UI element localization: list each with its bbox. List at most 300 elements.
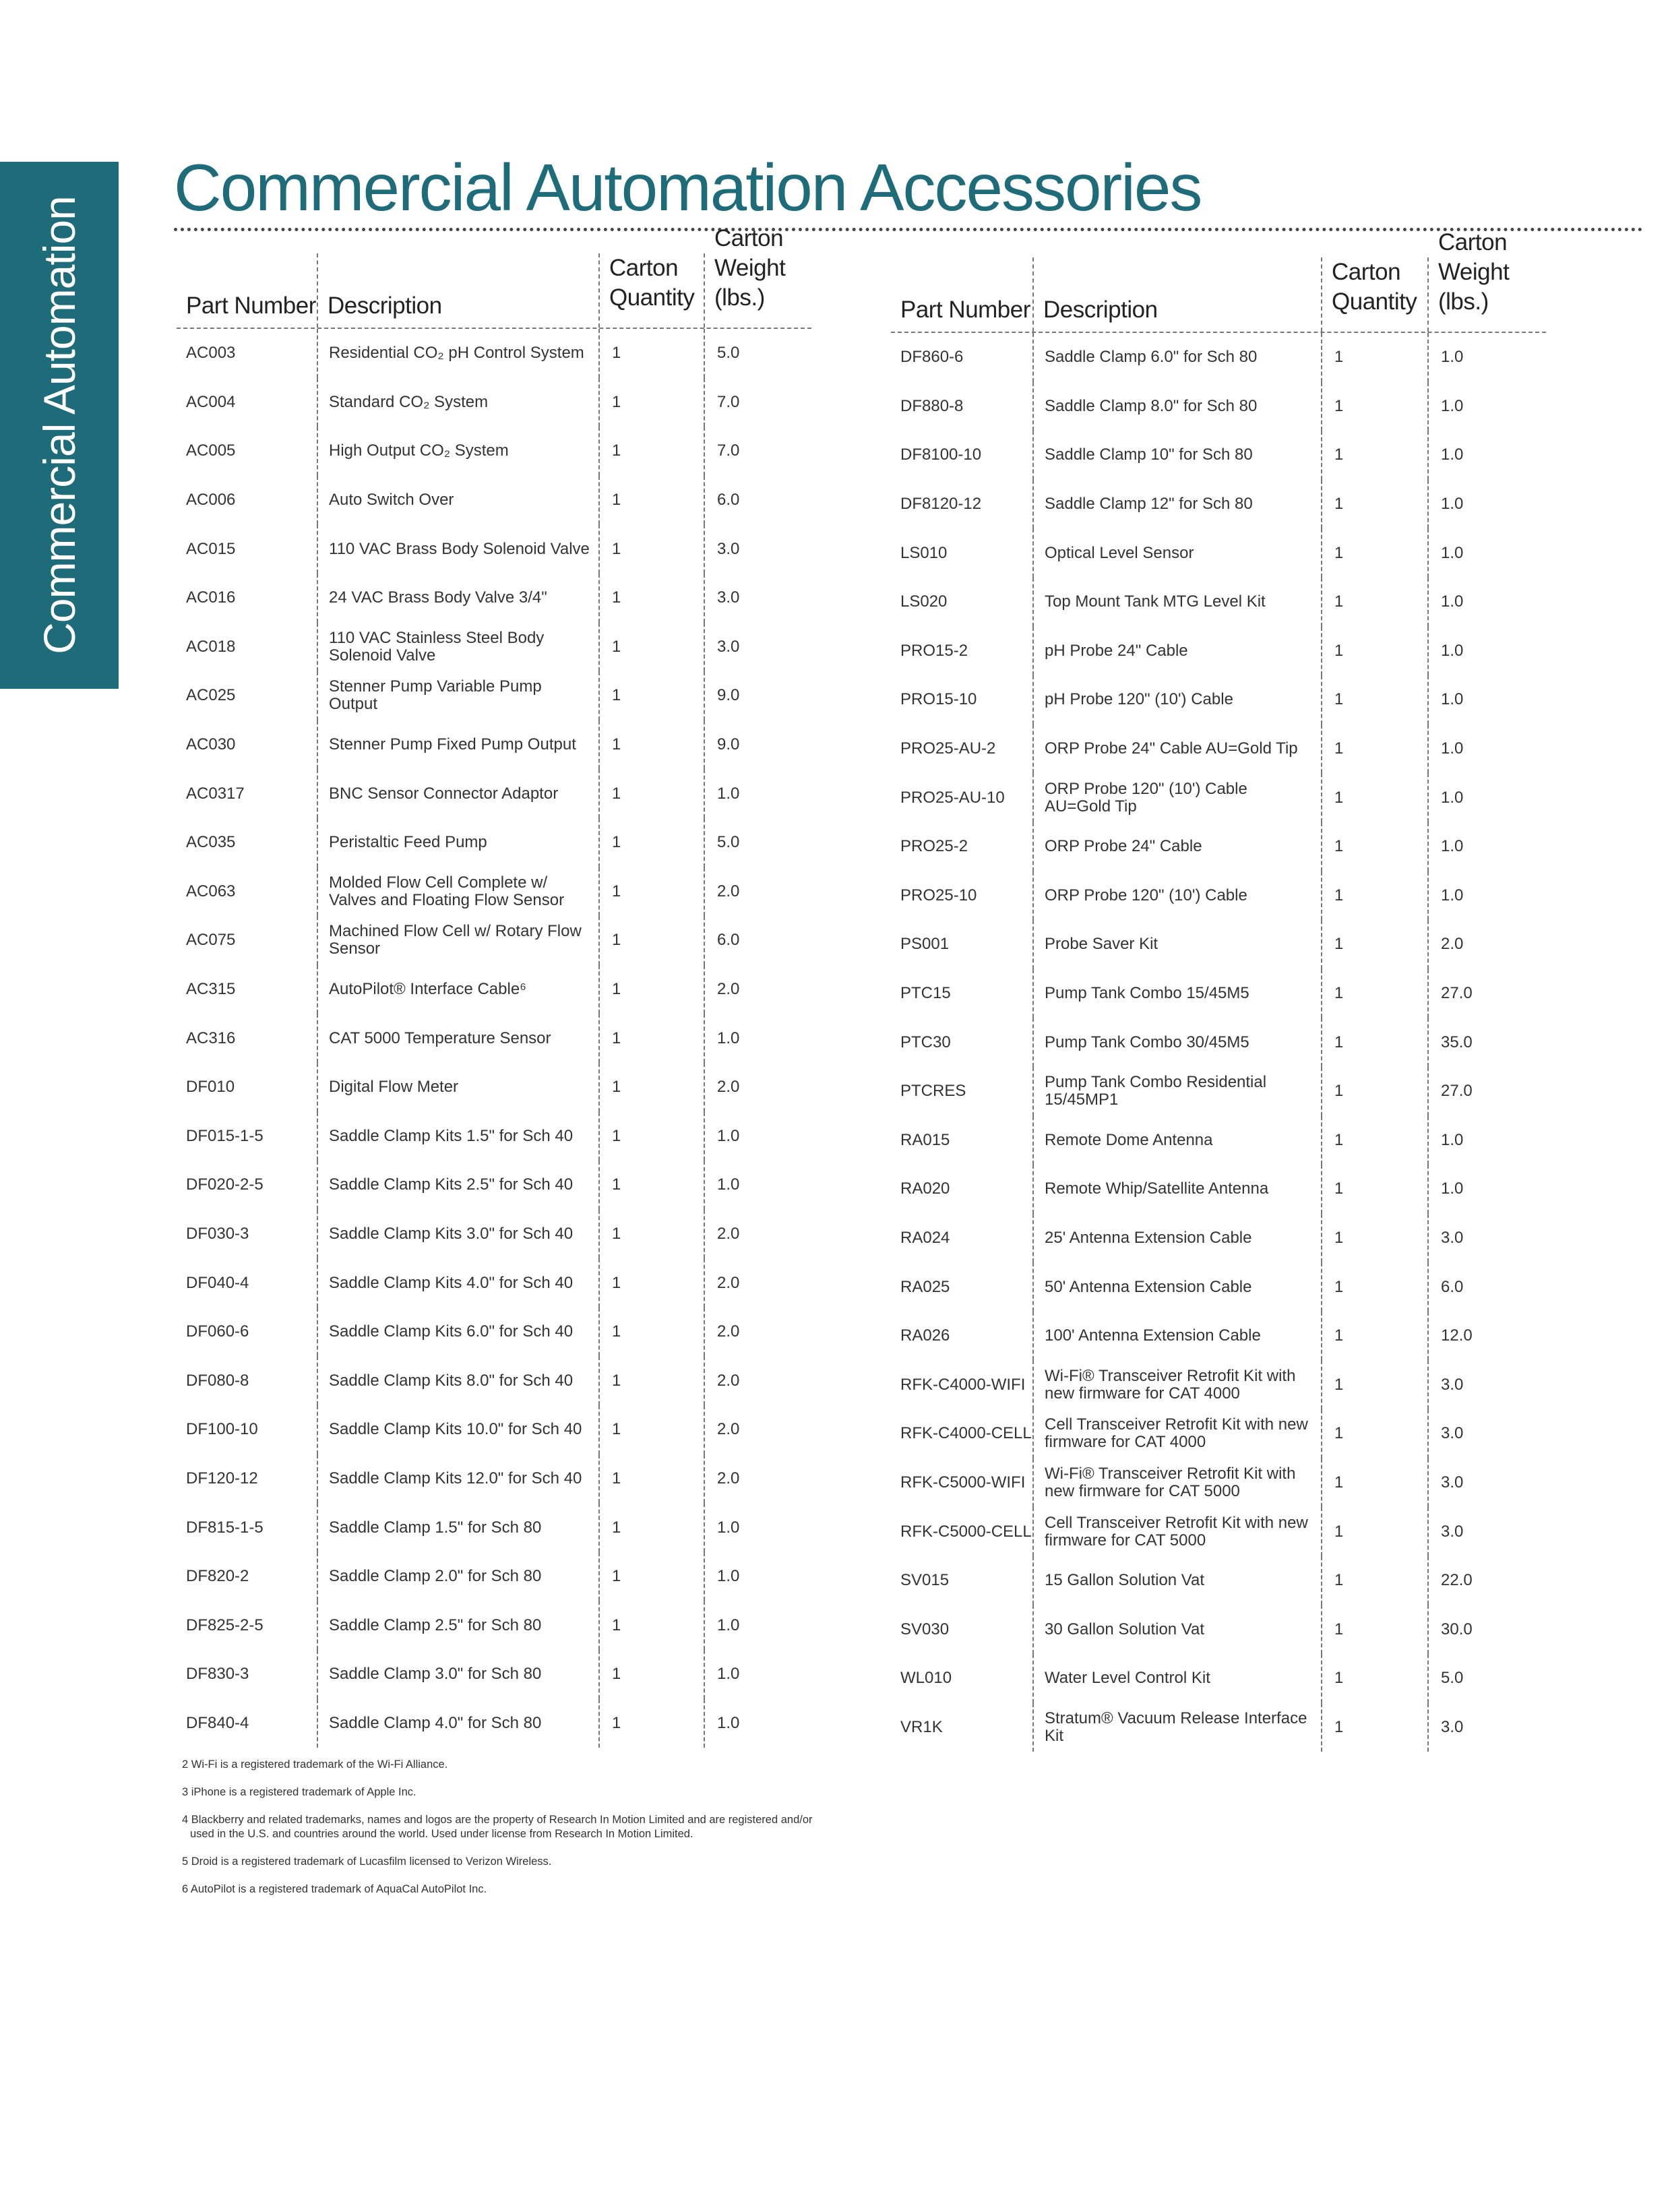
- table-row: [891, 725, 1546, 774]
- carton-quantity-cell: 1: [598, 1014, 704, 1063]
- carton-quantity-cell: 1: [598, 867, 704, 917]
- part-number-cell: AC316: [186, 1028, 236, 1047]
- carton-quantity-cell: 1: [1321, 1018, 1427, 1067]
- carton-weight-cell: 1.0: [1427, 382, 1546, 431]
- carton-weight-cell: 2.0: [704, 1454, 811, 1504]
- part-number-cell: RA024: [900, 1228, 950, 1247]
- section-tab-label: Commercial Automation: [34, 196, 85, 654]
- carton-quantity-cell: 1: [1321, 1556, 1427, 1605]
- part-number-cell: PRO25-AU-10: [900, 788, 1005, 807]
- part-number-cell: DF8120-12: [900, 495, 982, 514]
- description-cell: Machined Flow Cell w/ Rotary Flow Sensor: [317, 916, 598, 965]
- part-number-cell: RFK-C4000-WIFI: [900, 1375, 1026, 1394]
- header-description: Description: [317, 253, 598, 328]
- description-cell: Peristaltic Feed Pump: [317, 818, 598, 867]
- table-row: [891, 382, 1546, 431]
- carton-quantity-cell: 1: [598, 524, 704, 574]
- description-cell: Water Level Control Kit: [1032, 1654, 1321, 1703]
- table-row: [177, 1258, 811, 1308]
- carton-weight-cell: 1.0: [1427, 822, 1546, 871]
- description-cell: pH Probe 24" Cable: [1032, 627, 1321, 676]
- carton-quantity-cell: 1: [1321, 822, 1427, 871]
- part-number-cell: LS020: [900, 592, 948, 611]
- part-number-cell: AC003: [186, 344, 236, 363]
- carton-quantity-cell: 1: [1321, 528, 1427, 578]
- part-number-cell: RA015: [900, 1130, 950, 1149]
- carton-weight-cell: 1.0: [1427, 627, 1546, 676]
- description-cell: Saddle Clamp 3.0" for Sch 80: [317, 1650, 598, 1699]
- carton-weight-cell: 1.0: [1427, 725, 1546, 774]
- part-number-cell: SV030: [900, 1620, 950, 1638]
- part-number-cell: PTCRES: [900, 1082, 966, 1101]
- table-row: [177, 818, 811, 867]
- footnotes: [182, 1758, 923, 1910]
- title-divider: [174, 228, 1643, 231]
- carton-weight-cell: 2.0: [704, 1356, 811, 1405]
- table-row: [891, 333, 1546, 382]
- carton-quantity-cell: 1: [1321, 1409, 1427, 1458]
- carton-weight-cell: 2.0: [704, 965, 811, 1014]
- part-number-cell: PRO25-2: [900, 837, 968, 856]
- description-cell: Remote Dome Antenna: [1032, 1116, 1321, 1165]
- carton-weight-cell: 1.0: [1427, 480, 1546, 529]
- description-cell: Saddle Clamp Kits 3.0" for Sch 40: [317, 1210, 598, 1259]
- carton-quantity-cell: 1: [1321, 1360, 1427, 1409]
- header-carton-quantity: Carton Quantity: [598, 253, 704, 328]
- part-number-cell: PS001: [900, 935, 950, 954]
- part-number-cell: PRO15-2: [900, 641, 968, 660]
- carton-quantity-cell: 1: [598, 1063, 704, 1112]
- description-cell: ORP Probe 24" Cable AU=Gold Tip: [1032, 725, 1321, 774]
- table-row: [177, 623, 811, 672]
- table-row: [891, 675, 1546, 725]
- table-row: [177, 1650, 811, 1699]
- carton-quantity-cell: 1: [1321, 725, 1427, 774]
- table-row: [177, 1699, 811, 1748]
- description-cell: ORP Probe 120" (10') Cable: [1032, 871, 1321, 921]
- part-number-cell: PRO25-10: [900, 886, 977, 904]
- table-row: [177, 1503, 811, 1552]
- table-row: [891, 1654, 1546, 1703]
- table-row: [177, 671, 811, 720]
- table-row: [891, 1116, 1546, 1165]
- carton-quantity-cell: 1: [1321, 920, 1427, 969]
- description-cell: Optical Level Sensor: [1032, 528, 1321, 578]
- table-row: [891, 1409, 1546, 1458]
- table-header: [177, 225, 811, 329]
- part-number-cell: PTC15: [900, 984, 951, 1003]
- description-cell: Saddle Clamp Kits 1.5" for Sch 40: [317, 1112, 598, 1161]
- carton-quantity-cell: 1: [598, 671, 704, 720]
- table-row: [177, 1210, 811, 1259]
- description-cell: 110 VAC Brass Body Solenoid Valve: [317, 524, 598, 574]
- table-body-left: [177, 329, 811, 1748]
- carton-weight-cell: 3.0: [1427, 1214, 1546, 1263]
- carton-weight-cell: 30.0: [1427, 1605, 1546, 1654]
- carton-quantity-cell: 1: [1321, 969, 1427, 1018]
- table-row: [177, 1454, 811, 1504]
- description-cell: Molded Flow Cell Complete w/ Valves and Floating Flow Sensor: [317, 867, 598, 917]
- description-cell: 50' Antenna Extension Cable: [1032, 1262, 1321, 1312]
- carton-quantity-cell: 1: [598, 427, 704, 476]
- table-row: [177, 476, 811, 525]
- table-row: [891, 528, 1546, 578]
- part-number-cell: AC015: [186, 539, 236, 558]
- carton-weight-cell: 9.0: [704, 671, 811, 720]
- table-row: [177, 1552, 811, 1601]
- carton-quantity-cell: 1: [1321, 1654, 1427, 1703]
- description-cell: Saddle Clamp Kits 8.0" for Sch 40: [317, 1356, 598, 1405]
- table-row: [177, 524, 811, 574]
- header-carton-quantity: Carton Quantity: [1321, 257, 1427, 332]
- carton-weight-cell: 2.0: [704, 1308, 811, 1357]
- part-number-cell: SV015: [900, 1571, 950, 1590]
- carton-weight-cell: 2.0: [704, 867, 811, 917]
- table-row: [891, 1360, 1546, 1409]
- part-number-cell: RFK-C4000-CELL: [900, 1424, 1032, 1443]
- carton-weight-cell: 1.0: [1427, 528, 1546, 578]
- carton-weight-cell: 3.0: [1427, 1409, 1546, 1458]
- carton-weight-cell: 3.0: [1427, 1703, 1546, 1752]
- carton-quantity-cell: 1: [598, 1650, 704, 1699]
- table-row: [177, 1405, 811, 1454]
- header-carton-weight: Carton Weight (lbs.): [1427, 257, 1546, 332]
- table-row: [177, 1161, 811, 1210]
- carton-quantity-cell: 1: [598, 916, 704, 965]
- carton-quantity-cell: 1: [1321, 1116, 1427, 1165]
- table-row: [891, 1067, 1546, 1116]
- description-cell: 24 VAC Brass Body Valve 3/4": [317, 574, 598, 623]
- table-header: [891, 229, 1546, 333]
- carton-weight-cell: 5.0: [1427, 1654, 1546, 1703]
- description-cell: Pump Tank Combo 15/45M5: [1032, 969, 1321, 1018]
- description-cell: Saddle Clamp 1.5" for Sch 80: [317, 1503, 598, 1552]
- carton-weight-cell: 27.0: [1427, 969, 1546, 1018]
- description-cell: 110 VAC Stainless Steel Body Solenoid Valve: [317, 623, 598, 672]
- carton-quantity-cell: 1: [1321, 773, 1427, 822]
- part-number-cell: AC075: [186, 931, 236, 950]
- carton-weight-cell: 6.0: [704, 916, 811, 965]
- part-number-cell: DF015-1-5: [186, 1126, 264, 1145]
- part-number-cell: AC315: [186, 980, 236, 999]
- part-number-cell: DF820-2: [186, 1567, 249, 1586]
- table-row: [891, 1214, 1546, 1263]
- carton-weight-cell: 6.0: [1427, 1262, 1546, 1312]
- carton-quantity-cell: 1: [1321, 1312, 1427, 1361]
- table-row: [891, 920, 1546, 969]
- part-number-cell: RA025: [900, 1277, 950, 1296]
- part-number-cell: DF080-8: [186, 1371, 249, 1390]
- table-row: [177, 720, 811, 770]
- table-row: [891, 627, 1546, 676]
- carton-quantity-cell: 1: [1321, 1262, 1427, 1312]
- carton-weight-cell: 1.0: [704, 769, 811, 818]
- table-row: [891, 1605, 1546, 1654]
- part-number-cell: DF8100-10: [900, 446, 982, 464]
- description-cell: CAT 5000 Temperature Sensor: [317, 1014, 598, 1063]
- table-row: [177, 769, 811, 818]
- footnote: 6 AutoPilot is a registered trademark of AquaCal AutoPilot Inc.: [182, 1883, 487, 1895]
- part-number-cell: WL010: [900, 1669, 952, 1688]
- carton-weight-cell: 7.0: [704, 427, 811, 476]
- carton-weight-cell: 1.0: [1427, 773, 1546, 822]
- table-row: [891, 1556, 1546, 1605]
- part-number-cell: DF040-4: [186, 1273, 249, 1292]
- part-number-cell: AC016: [186, 588, 236, 607]
- description-cell: 25' Antenna Extension Cable: [1032, 1214, 1321, 1263]
- header-part-number: Part Number: [186, 293, 316, 319]
- carton-weight-cell: 27.0: [1427, 1067, 1546, 1116]
- carton-weight-cell: 22.0: [1427, 1556, 1546, 1605]
- carton-quantity-cell: 1: [1321, 1605, 1427, 1654]
- part-number-cell: DF815-1-5: [186, 1518, 264, 1537]
- carton-quantity-cell: 1: [1321, 431, 1427, 480]
- carton-weight-cell: 1.0: [704, 1650, 811, 1699]
- description-cell: Remote Whip/Satellite Antenna: [1032, 1165, 1321, 1214]
- description-cell: Auto Switch Over: [317, 476, 598, 525]
- carton-quantity-cell: 1: [1321, 578, 1427, 627]
- part-number-cell: AC030: [186, 735, 236, 754]
- carton-quantity-cell: 1: [1321, 333, 1427, 382]
- description-cell: Stenner Pump Fixed Pump Output: [317, 720, 598, 770]
- description-cell: Digital Flow Meter: [317, 1063, 598, 1112]
- description-cell: Saddle Clamp Kits 2.5" for Sch 40: [317, 1161, 598, 1210]
- table-row: [177, 1308, 811, 1357]
- description-cell: Cell Transceiver Retrofit Kit with new firmware for CAT 4000: [1032, 1409, 1321, 1458]
- part-number-cell: AC006: [186, 491, 236, 510]
- parts-table-right: [891, 229, 1546, 1752]
- part-number-cell: VR1K: [900, 1717, 943, 1736]
- carton-quantity-cell: 1: [1321, 871, 1427, 921]
- carton-quantity-cell: 1: [598, 1454, 704, 1504]
- part-number-cell: DF120-12: [186, 1469, 258, 1487]
- carton-quantity-cell: 1: [598, 623, 704, 672]
- part-number-cell: DF840-4: [186, 1713, 249, 1732]
- description-cell: Saddle Clamp 8.0" for Sch 80: [1032, 382, 1321, 431]
- description-cell: Standard CO₂ System: [317, 378, 598, 427]
- description-cell: Wi-Fi® Transceiver Retrofit Kit with new firmware for CAT 4000: [1032, 1360, 1321, 1409]
- table-row: [891, 1458, 1546, 1508]
- carton-weight-cell: 1.0: [1427, 1116, 1546, 1165]
- part-number-cell: AC025: [186, 686, 236, 705]
- table-row: [891, 431, 1546, 480]
- part-number-cell: AC0317: [186, 784, 245, 803]
- header-description: Description: [1032, 257, 1321, 332]
- table-row: [891, 480, 1546, 529]
- carton-quantity-cell: 1: [598, 1699, 704, 1748]
- carton-weight-cell: 2.0: [704, 1063, 811, 1112]
- part-number-cell: AC005: [186, 441, 236, 460]
- carton-quantity-cell: 1: [598, 1552, 704, 1601]
- carton-weight-cell: 1.0: [704, 1552, 811, 1601]
- carton-quantity-cell: 1: [598, 720, 704, 770]
- carton-weight-cell: 7.0: [704, 378, 811, 427]
- table-row: [177, 1601, 811, 1650]
- part-number-cell: DF825-2-5: [186, 1616, 264, 1634]
- carton-weight-cell: 1.0: [1427, 675, 1546, 725]
- carton-weight-cell: 1.0: [704, 1699, 811, 1748]
- description-cell: Probe Saver Kit: [1032, 920, 1321, 969]
- carton-weight-cell: 6.0: [704, 476, 811, 525]
- carton-quantity-cell: 1: [598, 378, 704, 427]
- carton-weight-cell: 5.0: [704, 329, 811, 378]
- carton-weight-cell: 1.0: [704, 1161, 811, 1210]
- description-cell: 15 Gallon Solution Vat: [1032, 1556, 1321, 1605]
- table-row: [891, 822, 1546, 871]
- description-cell: Saddle Clamp 2.0" for Sch 80: [317, 1552, 598, 1601]
- carton-quantity-cell: 1: [598, 1161, 704, 1210]
- carton-weight-cell: 3.0: [1427, 1507, 1546, 1556]
- description-cell: AutoPilot® Interface Cable⁶: [317, 965, 598, 1014]
- carton-quantity-cell: 1: [1321, 1067, 1427, 1116]
- table-row: [177, 427, 811, 476]
- page-title: Commercial Automation Accessories: [174, 150, 1202, 224]
- table-row: [177, 1014, 811, 1063]
- header-carton-weight: Carton Weight (lbs.): [704, 253, 811, 328]
- part-number-cell: RA026: [900, 1326, 950, 1345]
- table-row: [891, 1507, 1546, 1556]
- part-number-cell: DF030-3: [186, 1224, 249, 1243]
- footnote: 2 Wi-Fi is a registered trademark of the Wi-Fi Alliance.: [182, 1758, 448, 1771]
- table-row: [177, 867, 811, 917]
- carton-weight-cell: 3.0: [1427, 1458, 1546, 1508]
- part-number-cell: AC004: [186, 392, 236, 411]
- table-row: [177, 574, 811, 623]
- part-number-cell: RFK-C5000-WIFI: [900, 1473, 1026, 1492]
- carton-weight-cell: 2.0: [704, 1405, 811, 1454]
- carton-weight-cell: 1.0: [1427, 333, 1546, 382]
- description-cell: Saddle Clamp Kits 12.0" for Sch 40: [317, 1454, 598, 1504]
- carton-quantity-cell: 1: [1321, 382, 1427, 431]
- carton-quantity-cell: 1: [598, 769, 704, 818]
- description-cell: Saddle Clamp Kits 6.0" for Sch 40: [317, 1308, 598, 1357]
- description-cell: Top Mount Tank MTG Level Kit: [1032, 578, 1321, 627]
- part-number-cell: RA020: [900, 1179, 950, 1198]
- part-number-cell: PRO15-10: [900, 690, 977, 709]
- table-row: [891, 1018, 1546, 1067]
- carton-weight-cell: 2.0: [704, 1258, 811, 1308]
- table-row: [891, 1262, 1546, 1312]
- table-row: [891, 1312, 1546, 1361]
- part-number-cell: DF100-10: [186, 1420, 258, 1439]
- carton-weight-cell: 35.0: [1427, 1018, 1546, 1067]
- description-cell: Saddle Clamp 10" for Sch 80: [1032, 431, 1321, 480]
- table-row: [891, 773, 1546, 822]
- carton-quantity-cell: 1: [1321, 1214, 1427, 1263]
- description-cell: Saddle Clamp Kits 10.0" for Sch 40: [317, 1405, 598, 1454]
- carton-weight-cell: 3.0: [1427, 1360, 1546, 1409]
- part-number-cell: PTC30: [900, 1033, 951, 1051]
- carton-weight-cell: 2.0: [1427, 920, 1546, 969]
- description-cell: Saddle Clamp 6.0" for Sch 80: [1032, 333, 1321, 382]
- carton-quantity-cell: 1: [1321, 627, 1427, 676]
- table-body-right: [891, 333, 1546, 1752]
- description-cell: pH Probe 120" (10') Cable: [1032, 675, 1321, 725]
- footnote: 4 Blackberry and related trademarks, names and logos are the property of Research In Motion Limited and are registered and/or used in the U.S. and countries around the world. Used under license from Research In Motion Limited.: [182, 1814, 813, 1840]
- description-cell: 100' Antenna Extension Cable: [1032, 1312, 1321, 1361]
- carton-weight-cell: 1.0: [704, 1601, 811, 1650]
- carton-weight-cell: 1.0: [1427, 871, 1546, 921]
- carton-quantity-cell: 1: [1321, 1165, 1427, 1214]
- description-cell: Saddle Clamp Kits 4.0" for Sch 40: [317, 1258, 598, 1308]
- carton-weight-cell: 3.0: [704, 524, 811, 574]
- carton-quantity-cell: 1: [598, 1503, 704, 1552]
- description-cell: Saddle Clamp 4.0" for Sch 80: [317, 1699, 598, 1748]
- part-number-cell: DF880-8: [900, 396, 964, 415]
- carton-weight-cell: 1.0: [1427, 578, 1546, 627]
- table-row: [891, 1165, 1546, 1214]
- description-cell: ORP Probe 24" Cable: [1032, 822, 1321, 871]
- footnote: 3 iPhone is a registered trademark of Apple Inc.: [182, 1786, 416, 1798]
- carton-weight-cell: 1.0: [1427, 1165, 1546, 1214]
- carton-weight-cell: 5.0: [704, 818, 811, 867]
- description-cell: Pump Tank Combo 30/45M5: [1032, 1018, 1321, 1067]
- description-cell: Stenner Pump Variable Pump Output: [317, 671, 598, 720]
- table-row: [891, 871, 1546, 921]
- carton-quantity-cell: 1: [598, 1601, 704, 1650]
- carton-quantity-cell: 1: [1321, 1703, 1427, 1752]
- table-row: [891, 969, 1546, 1018]
- part-number-cell: PRO25-AU-2: [900, 739, 996, 758]
- carton-quantity-cell: 1: [1321, 480, 1427, 529]
- part-number-cell: DF830-3: [186, 1665, 249, 1684]
- carton-quantity-cell: 1: [598, 329, 704, 378]
- part-number-cell: AC035: [186, 833, 236, 852]
- carton-quantity-cell: 1: [598, 1356, 704, 1405]
- carton-quantity-cell: 1: [1321, 675, 1427, 725]
- carton-weight-cell: 2.0: [704, 1210, 811, 1259]
- carton-quantity-cell: 1: [598, 818, 704, 867]
- description-cell: Stratum® Vacuum Release Interface Kit: [1032, 1703, 1321, 1752]
- carton-quantity-cell: 1: [598, 574, 704, 623]
- carton-quantity-cell: 1: [598, 1210, 704, 1259]
- carton-weight-cell: 9.0: [704, 720, 811, 770]
- carton-quantity-cell: 1: [598, 1258, 704, 1308]
- parts-table-left: [177, 225, 811, 1748]
- part-number-cell: DF060-6: [186, 1322, 249, 1341]
- table-row: [177, 1112, 811, 1161]
- footnote: 5 Droid is a registered trademark of Lucasfilm licensed to Verizon Wireless.: [182, 1855, 552, 1868]
- carton-weight-cell: 1.0: [704, 1503, 811, 1552]
- description-cell: Saddle Clamp 2.5" for Sch 80: [317, 1601, 598, 1650]
- description-cell: 30 Gallon Solution Vat: [1032, 1605, 1321, 1654]
- carton-quantity-cell: 1: [1321, 1458, 1427, 1508]
- carton-weight-cell: 1.0: [1427, 431, 1546, 480]
- description-cell: High Output CO₂ System: [317, 427, 598, 476]
- carton-quantity-cell: 1: [598, 1405, 704, 1454]
- part-number-cell: AC063: [186, 882, 236, 900]
- carton-weight-cell: 3.0: [704, 574, 811, 623]
- carton-quantity-cell: 1: [598, 965, 704, 1014]
- carton-weight-cell: 12.0: [1427, 1312, 1546, 1361]
- description-cell: ORP Probe 120" (10') Cable AU=Gold Tip: [1032, 773, 1321, 822]
- part-number-cell: DF860-6: [900, 348, 964, 367]
- description-cell: Saddle Clamp 12" for Sch 80: [1032, 480, 1321, 529]
- carton-weight-cell: 3.0: [704, 623, 811, 672]
- table-row: [891, 1703, 1546, 1752]
- carton-quantity-cell: 1: [1321, 1507, 1427, 1556]
- carton-weight-cell: 1.0: [704, 1112, 811, 1161]
- description-cell: Residential CO₂ pH Control System: [317, 329, 598, 378]
- table-row: [891, 578, 1546, 627]
- table-row: [177, 916, 811, 965]
- description-cell: Cell Transceiver Retrofit Kit with new firmware for CAT 5000: [1032, 1507, 1321, 1556]
- description-cell: Wi-Fi® Transceiver Retrofit Kit with new firmware for CAT 5000: [1032, 1458, 1321, 1508]
- part-number-cell: DF020-2-5: [186, 1175, 264, 1194]
- part-number-cell: LS010: [900, 543, 948, 562]
- table-row: [177, 1063, 811, 1112]
- section-tab: [0, 162, 119, 689]
